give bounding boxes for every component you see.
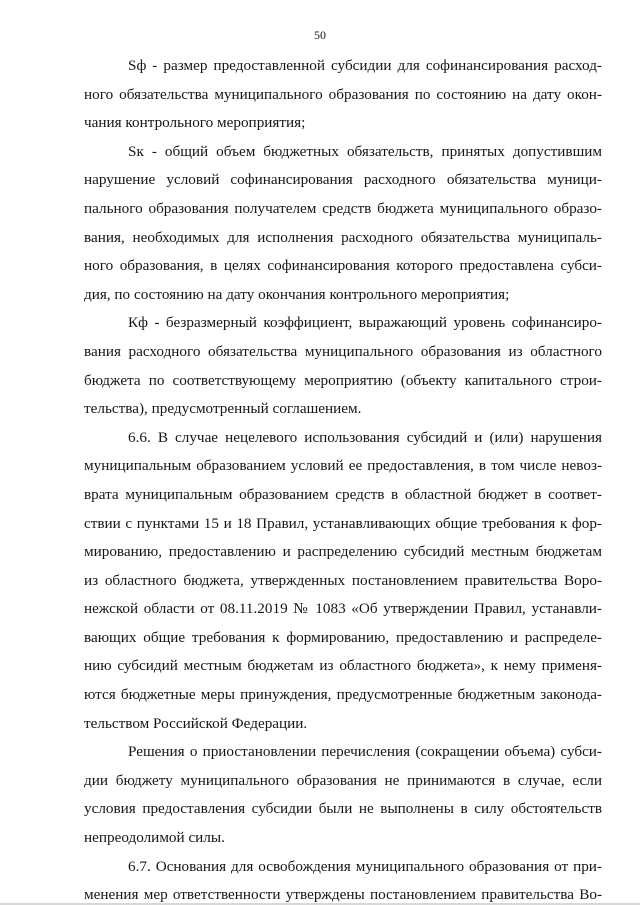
- paragraph-suspension-decisions: [84, 738, 602, 852]
- text-line: тельством Российской Федерации.: [84, 714, 308, 732]
- text-line: нарушение условий софинансирования расходного обязательства муници-: [84, 171, 602, 189]
- paragraph-s-phi: [84, 52, 602, 138]
- text-line: условия предоставления субсидии были не выполнены в силу обстоятельств: [84, 800, 602, 818]
- page-number: 50: [314, 28, 326, 42]
- text-line: непреодолимой силы.: [84, 829, 225, 847]
- text-line: муниципальным образованием условий ее предоставления, в том числе невоз-: [84, 457, 602, 475]
- text-line: Кф - безразмерный коэффициент, выражающий уровень софинансиро-: [128, 314, 602, 332]
- text-line: нию субсидий местным бюджетам из областного бюджета», к нему применя-: [84, 657, 602, 675]
- text-line: из областного бюджета, утвержденных постановлением правительства Воро-: [84, 571, 602, 589]
- text-line: нежской области от 08.11.2019 № 1083 «Об утверждении Правил, устанавли-: [84, 600, 602, 618]
- text-line: ются бюджетные меры принуждения, предусмотренные бюджетным законода-: [84, 686, 602, 704]
- text-line: ного образования, в целях софинансирования которого предоставлена субси-: [84, 257, 602, 275]
- text-line: Sф - размер предоставленной субсидии для софинансирования расход-: [128, 57, 602, 74]
- text-line: ствии с пунктами 15 и 18 Правил, устанавливающих общие требования к фор-: [84, 514, 602, 532]
- text-line: бюджета по соответствующему мероприятию (объекту капитального строи-: [84, 371, 602, 389]
- text-line: 6.6. В случае нецелевого использования субсидий и (или) нарушения: [128, 428, 602, 446]
- text-line: дия, по состоянию на дату окончания контрольного мероприятия;: [84, 285, 510, 303]
- text-line: вающих общие требования к формированию, предоставлению и распределе-: [84, 628, 602, 646]
- paragraph-6-7: [84, 853, 602, 905]
- text-line: 6.7. Основания для освобождения муниципального образования от при-: [128, 857, 602, 875]
- text-line: менения мер ответственности утверждены постановлением правительства Во-: [84, 886, 602, 904]
- text-line: тельства), предусмотренный соглашением.: [84, 400, 362, 418]
- text-line: врата муниципальным образованием средств в областной бюджет в соответ-: [84, 485, 602, 503]
- text-line: вания, необходимых для исполнения расходного обязательства муниципаль-: [84, 228, 602, 246]
- document-body: [84, 52, 602, 905]
- text-line: ного обязательства муниципального образования по состоянию на дату окон-: [84, 85, 602, 103]
- text-line: мированию, предоставлению и распределению субсидий местным бюджетам: [84, 543, 602, 561]
- text-line: Решения о приостановлении перечисления (сокращении объема) субси-: [128, 743, 602, 761]
- text-line: Sк - общий объем бюджетных обязательств, принятых допустившим: [128, 142, 602, 160]
- text-line: чания контрольного мероприятия;: [84, 114, 306, 132]
- paragraph-s-k: [84, 138, 602, 310]
- paragraph-k-phi: [84, 309, 602, 423]
- text-line: пального образования получателем средств бюджета муниципального образо-: [84, 199, 602, 217]
- text-line: дии бюджету муниципального образования не принимаются в случае, если: [84, 771, 602, 789]
- paragraph-6-6: [84, 424, 602, 739]
- text-line: вания расходного обязательства муниципального образования из областного: [84, 342, 602, 360]
